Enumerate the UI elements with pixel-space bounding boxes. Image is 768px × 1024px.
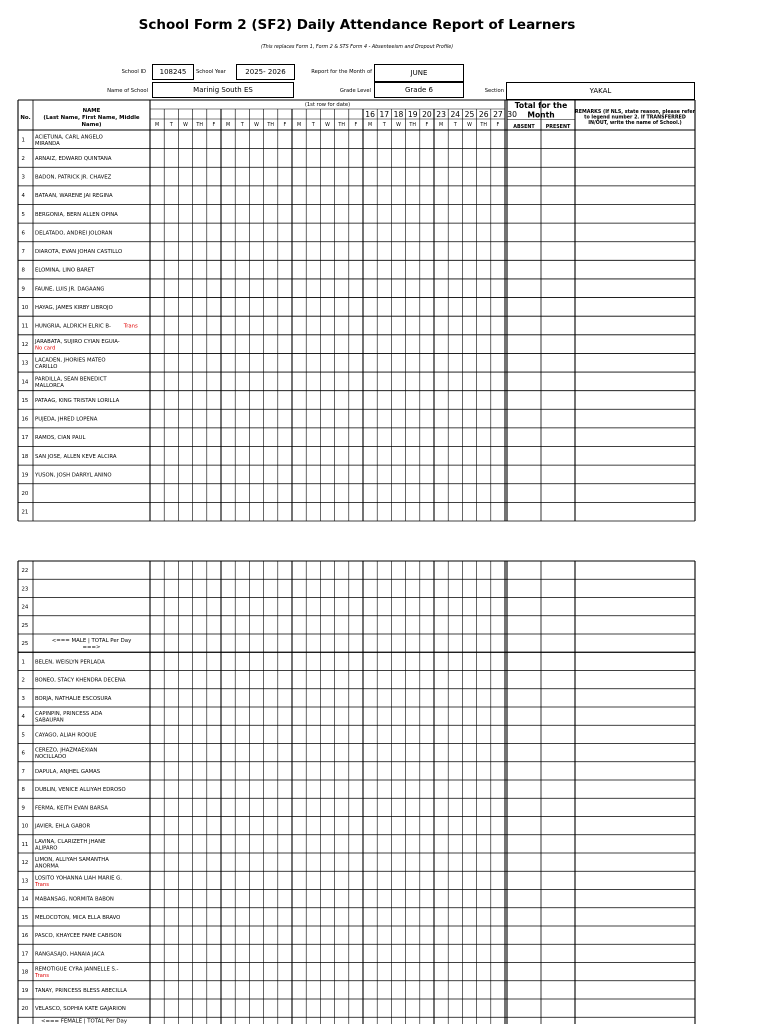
- row-number: 10: [21, 304, 29, 311]
- date-label: 17: [379, 110, 390, 119]
- weekday-label: W: [254, 122, 259, 128]
- row-number: 16: [21, 933, 29, 940]
- learner-name: JAVIER, EHLA GABOR: [35, 823, 91, 830]
- row-number: 8: [21, 787, 25, 794]
- weekday-label: T: [453, 122, 457, 128]
- school-name-field[interactable]: Marinig South ES: [152, 82, 294, 98]
- row-number: 3: [21, 174, 25, 181]
- date-label: 20: [422, 110, 432, 119]
- learner-name: DAPULA, ANJHEL GAMAS: [35, 768, 101, 775]
- row-number: 20: [21, 491, 29, 498]
- learner-name: PASCO, KHAYCEE FAME CABISON: [35, 933, 122, 940]
- row-number: 17: [21, 951, 29, 958]
- row-number: 3: [21, 695, 25, 702]
- weekday-label: W: [467, 122, 472, 128]
- learner-name: FAUNE, LUIS JR. DAGAANG: [35, 286, 105, 293]
- grade-level-label: Grade Level: [339, 88, 371, 94]
- row-number: 15: [21, 914, 29, 921]
- weekday-label: F: [212, 122, 216, 128]
- month-field[interactable]: JUNE: [374, 64, 464, 82]
- learner-name: HUNGRIA, ALDRICH ELRIC B-: [35, 323, 111, 330]
- weekday-label: TH: [267, 122, 274, 128]
- date-label: 18: [393, 110, 404, 119]
- female-total-label: <=== FEMALE | TOTAL Per Day: [40, 1018, 128, 1024]
- form-title: School Form 2 (SF2) Daily Attendance Report of Learners: [138, 17, 576, 33]
- male-total-label: <=== MALE | TOTAL Per Day: [51, 638, 132, 645]
- name-header: NAME: [82, 108, 101, 114]
- learner-name: RANGASAJO, HANAIA JACA: [35, 951, 105, 958]
- row-number: 2: [21, 155, 25, 162]
- remarks-header: IN/OUT, write the name of School.): [588, 121, 682, 126]
- learner-name: DELATADO, ANDREI JOLORAN: [35, 230, 113, 237]
- row-number: 2: [21, 677, 25, 684]
- learner-name: BADON, PATRICK JR. CHAVEZ: [35, 174, 112, 181]
- row-number: 14: [21, 896, 29, 903]
- learner-name: ARNAIZ, EDWARD QUINTANA: [35, 155, 112, 162]
- learner-name-cont: CARILLO: [35, 364, 58, 371]
- weekday-label: T: [169, 122, 173, 128]
- learner-name-cont: ANORMA: [35, 863, 59, 870]
- form-subtitle: (This replaces Form 1, Form 2 & STS Form 4 - Absenteeism and Dropout Profile): [260, 45, 454, 50]
- row-number: 4: [21, 193, 25, 200]
- row-number: 7: [21, 249, 25, 256]
- row-number: 24: [21, 604, 29, 611]
- date-label: 23: [436, 110, 446, 119]
- learner-name-cont: MALLORCA: [35, 382, 64, 389]
- learner-name: SAN JOSE, ALLEN KEVE ALCIRA: [35, 453, 117, 460]
- no-header: No.: [20, 115, 31, 121]
- row-number: 14: [21, 379, 29, 386]
- row-number: 9: [21, 286, 25, 293]
- school-name-label: Name of School: [107, 88, 148, 94]
- weekday-label: W: [183, 122, 188, 128]
- row-number: 17: [21, 435, 29, 442]
- row-number: 11: [21, 323, 29, 330]
- learner-remark: Trans: [35, 973, 49, 980]
- row-number: 23: [21, 586, 29, 593]
- row-number: 1: [21, 659, 25, 666]
- school-year-field[interactable]: 2025- 2026: [236, 64, 295, 80]
- name-header: Name): [81, 122, 102, 128]
- name-header: (Last Name, First Name, Middle: [43, 115, 140, 121]
- learner-name: BONEO, STACY KHENDRA DECENA: [35, 677, 126, 684]
- remarks-header: REMARKS (If NLS, state reason, please refer: [575, 110, 695, 115]
- learner-name: MABANSAG, NORMITA BABON: [35, 896, 114, 903]
- learner-name: VELASCO, SOPHIA KATE GAJARION: [35, 1006, 126, 1013]
- weekday-label: T: [311, 122, 315, 128]
- school-id-label: School ID: [121, 69, 146, 75]
- learner-name: BORJA, NATHALIE ESCOSURA: [35, 695, 112, 702]
- learner-name: CAYAGO, ALIAH ROQUE: [35, 732, 97, 739]
- learner-name: DUBLIN, VENICE ALLIYAH EDROSO: [35, 787, 126, 794]
- grade-level-field[interactable]: Grade 6: [374, 82, 464, 98]
- total-header: Month: [527, 110, 555, 120]
- learner-name: FERMA, KEITH EVAN BARSA: [35, 805, 108, 812]
- row-number: 15: [21, 397, 29, 404]
- learner-name: DIAROTA, EVAN JOHAN CASTILLO: [35, 249, 123, 256]
- male-total-label: ===>: [82, 644, 101, 651]
- total-header: Total for the: [514, 101, 568, 110]
- row-number: 9: [21, 805, 25, 812]
- row-number: 18: [21, 969, 29, 976]
- learner-name: MELOCOTON, MICA ELLA BRAVO: [35, 914, 121, 921]
- row-number: 12: [21, 342, 29, 349]
- absent-header: ABSENT: [513, 125, 535, 130]
- learner-name: ACIETUNA, CARL ANGELO: [35, 134, 103, 141]
- learner-name: CAPINPIN, PRINCESS ADA: [35, 711, 103, 718]
- row-number: 13: [21, 360, 29, 367]
- row-number: 19: [21, 987, 29, 994]
- weekday-label: F: [496, 122, 500, 128]
- learner-name-cont: ALIPARO: [35, 845, 58, 852]
- first-row-note: (1st row for date): [304, 102, 351, 108]
- learner-name: BATAAN, WARENE JAI REGINA: [35, 193, 113, 200]
- remarks-header: to legend number 2. If TRANSFERRED: [584, 115, 686, 121]
- learner-name: CEREZO, JHAZMAEXIAN: [35, 747, 98, 754]
- row-number: 5: [21, 211, 25, 218]
- row-number: 20: [21, 1006, 29, 1013]
- date-label: 27: [493, 110, 503, 119]
- weekday-label: M: [155, 122, 160, 128]
- learner-name: PUJEDA, JHRED LOPENA: [35, 416, 98, 423]
- row-number: 21: [21, 509, 29, 516]
- learner-remark: No card: [35, 345, 56, 352]
- row-number: 10: [21, 823, 29, 830]
- learner-remark: Trans: [35, 881, 49, 888]
- row-number: 11: [21, 841, 29, 848]
- weekday-label: TH: [409, 122, 416, 128]
- weekday-label: F: [283, 122, 287, 128]
- row-number: 5: [21, 732, 25, 739]
- weekday-label: M: [297, 122, 302, 128]
- weekday-label: W: [396, 122, 401, 128]
- learner-name: TANAY, PRINCESS BLESS ABECILLA: [35, 987, 127, 994]
- learner-name: YUSON, JOSH DARRYL ANINO: [35, 472, 112, 479]
- row-number: 12: [21, 860, 29, 867]
- learner-remark: Trans: [123, 323, 138, 330]
- weekday-label: M: [439, 122, 444, 128]
- date-label: 26: [478, 110, 489, 119]
- weekday-label: TH: [338, 122, 345, 128]
- learner-name: BERGONIA, BERN ALLEN OPINA: [35, 211, 118, 218]
- weekday-label: TH: [480, 122, 487, 128]
- weekday-label: M: [368, 122, 373, 128]
- row-number: 13: [21, 878, 29, 885]
- row-number: 25: [21, 622, 29, 629]
- learner-name-cont: MIRANDA: [35, 140, 60, 147]
- row-number: 7: [21, 768, 25, 775]
- learner-name: LIMON, ALLIYAH SAMANTHA: [35, 857, 109, 864]
- weekday-label: T: [382, 122, 386, 128]
- section-field[interactable]: YAKAL: [506, 82, 695, 100]
- row-number: 18: [21, 453, 29, 460]
- row-number: 6: [21, 750, 25, 757]
- row-number: 4: [21, 714, 25, 721]
- row-number: 16: [21, 416, 29, 423]
- learner-name: REMOTIGUE CYRA JANNELLE S.-: [35, 966, 119, 973]
- weekday-label: W: [325, 122, 330, 128]
- section-label: Section: [484, 88, 504, 94]
- learner-name: LAVINA, CLARIZETH JHANE: [35, 838, 106, 845]
- learner-name: LACADEN, JHORIES MATEO: [35, 357, 106, 364]
- date-label: 30: [507, 110, 517, 119]
- row-number: 22: [21, 568, 29, 575]
- month-label: Report for the Month of: [311, 69, 372, 75]
- learner-name: RAMOS, CIAN PAUL: [35, 435, 86, 442]
- learner-name: JARABATA, SUJIRO CYIAN EGUIA-: [35, 339, 120, 346]
- learner-name: PATAAG, KING TRISTAN LORILLA: [35, 397, 120, 404]
- school-year-label: School Year: [196, 69, 226, 75]
- row-number: 8: [21, 267, 25, 274]
- learner-name: LOSITO YOHANNA LIAH MARIE G.: [35, 875, 122, 882]
- learner-name: BELEN, WEISLYN PERLADA: [35, 659, 105, 666]
- weekday-label: TH: [196, 122, 203, 128]
- date-label: 16: [365, 110, 375, 119]
- date-label: 19: [407, 110, 418, 119]
- row-number: 6: [21, 230, 25, 237]
- learner-name: HAYAG, JAMES KIRBY LIBROJO: [35, 304, 113, 311]
- learner-name: ELOMINA, LINO BARET: [35, 267, 95, 274]
- learner-name-cont: NOCILLADO: [35, 754, 67, 761]
- date-label: 25: [464, 110, 475, 119]
- learner-name: PARDILLA, SEAN BENEDICT: [35, 376, 107, 383]
- row-number: 19: [21, 472, 29, 479]
- present-header: PRESENT: [545, 125, 571, 130]
- date-label: 24: [450, 110, 461, 119]
- weekday-label: F: [354, 122, 358, 128]
- learner-name-cont: SABAUPAN: [35, 717, 64, 724]
- row-number: 25: [21, 641, 29, 648]
- school-id-field[interactable]: 108245: [152, 64, 194, 80]
- weekday-label: M: [226, 122, 231, 128]
- weekday-label: T: [240, 122, 244, 128]
- row-number: 1: [21, 137, 25, 144]
- weekday-label: F: [425, 122, 429, 128]
